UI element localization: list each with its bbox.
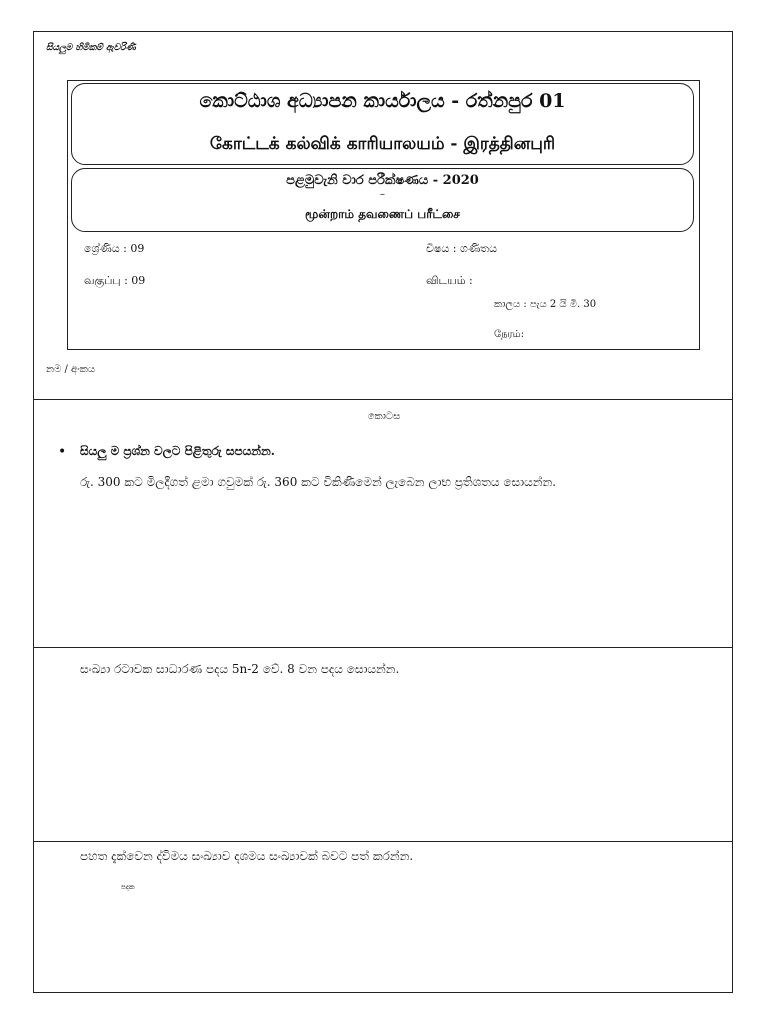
section-divider [34,399,732,400]
bullet-icon: • [58,444,67,460]
subject-tamil: விடயம் : [426,274,473,287]
duration-tamil: நேரம்: [494,329,525,340]
question-divider [34,841,732,842]
grade-sinhala: ශ්‍රේණිය : 09 [84,242,145,255]
exam-title-dash: – [380,189,385,200]
question-3-working: පදක [121,883,135,891]
subject-sinhala: විෂය : ගණිතය [426,242,498,255]
duration-sinhala: කාලය : පැය 2 යි මි. 30 [494,299,597,310]
copyright-notice: සියලුම හිමිකම් ඇවරිණි [46,43,136,53]
question-2: සංඛ්‍යා රටාවක සාධාරණ පදය 5n-2 වේ. 8 වන පදය සොයන්න. [80,662,400,676]
office-title-sinhala: කොට්ඨාශ අධ්‍යාපන කාර්යාලය - රත්නපුර 01 [199,90,566,112]
office-title-box [71,83,694,165]
question-3: පහත දැක්වෙන ද්විමය සංඛ්‍යාව දශමය සංඛ්‍යාවක් බවට පත් කරන්න. [80,849,414,863]
exam-title-tamil: மூன்றாம் தவணைப் பரீட்சை [305,207,460,221]
question-divider [34,647,732,648]
instructions: සියලු ම ප්‍රශ්න වලට පිළිතුරු සපයන්න. [80,444,275,458]
grade-tamil: வகுப்பு : 09 [84,274,146,287]
question-1: රු. 300 කට මිලදීගත් ළමා ගවුමක් රු. 360 කට විකිණීමෙන් ලැබෙන ලාභ ප්‍රතිශතය සොයන්න. [80,475,557,489]
exam-title-box [71,168,694,232]
exam-title-sinhala: පළමුවැනි වාර පරීක්ෂණය - 2020 [286,173,479,188]
name-index-label: නම / අංකය [46,364,96,375]
section-title: කොටස [367,411,401,422]
office-title-tamil: கோட்டக் கல்விக் காரியாலயம் - இரத்தினபுரி [209,134,556,154]
